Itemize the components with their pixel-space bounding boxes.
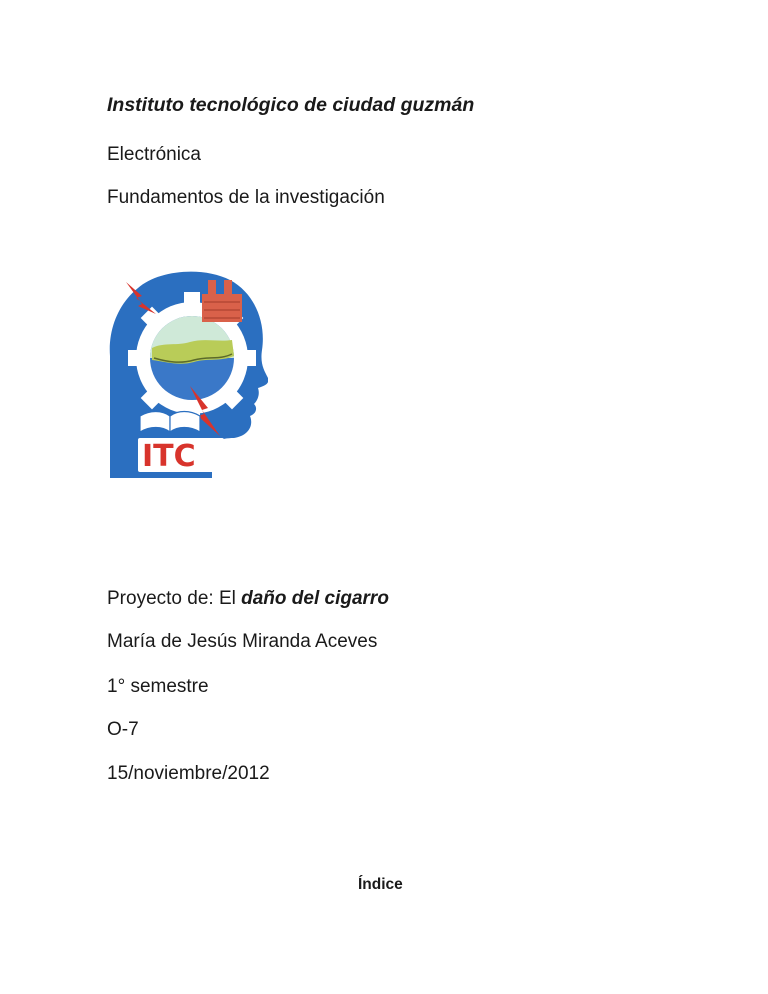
project-prefix: Proyecto de: El <box>107 588 242 609</box>
institution-title: Instituto tecnológico de ciudad guzmán <box>107 94 475 116</box>
project-title: daño del cigarro <box>241 588 389 609</box>
subject-line: Fundamentos de la investigación <box>107 187 385 208</box>
logo-badge-text: ITC <box>142 439 196 474</box>
index-heading: Índice <box>358 876 403 893</box>
semester-line: 1° semestre <box>107 676 209 697</box>
group-line: O-7 <box>107 719 139 740</box>
career-line: Electrónica <box>107 144 201 165</box>
project-line <box>107 587 389 611</box>
date-line: 15/noviembre/2012 <box>107 763 270 784</box>
student-name: María de Jesús Miranda Aceves <box>107 631 378 652</box>
itc-logo <box>108 266 268 478</box>
